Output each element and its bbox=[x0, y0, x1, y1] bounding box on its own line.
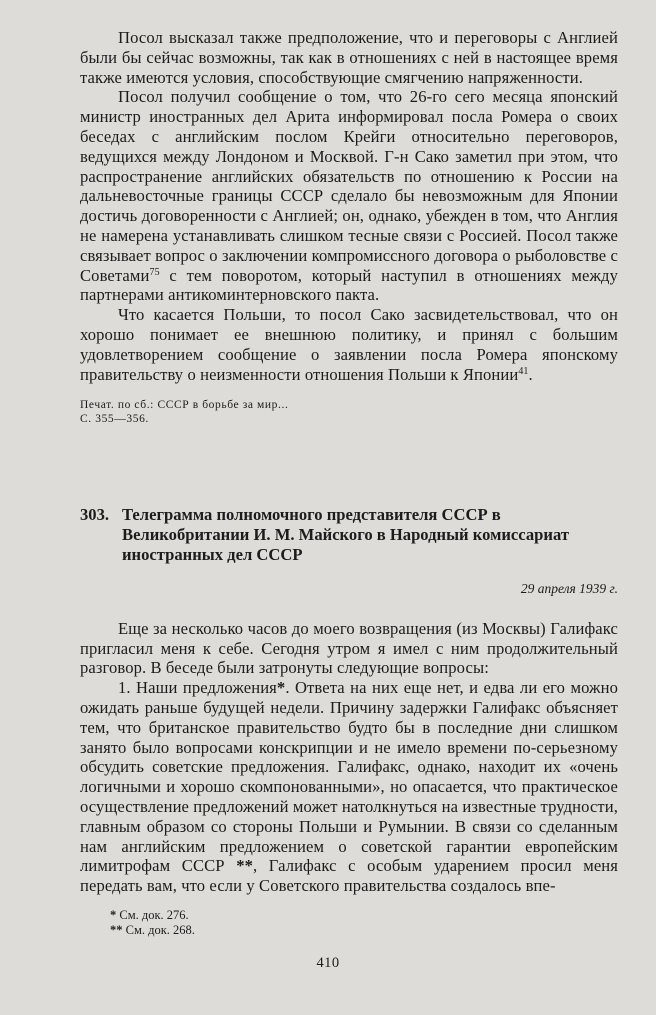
paragraph-text: 1. Наши предложения bbox=[118, 678, 277, 698]
footnote-marker: ** bbox=[236, 856, 253, 876]
paragraph-text: . Ответа на них еще нет, и едва ли его можно ожидать раньше будущей недели. Причину задержки Галифакс объясняет тем, что британское правительство будто бы в последние дни слишком занято было вопросами конскрипции и не имело времени по-серьезному обсудить советские предложения. Галифакс, однако, находит их «очень логичными и хорошо скомпонованными», но опасается, что практическое осуществление предложений может натолкнуться на известные трудности, главным образом со стороны Польши и Румынии. В связи со сделанным нам английским предложением о советской гарантии европейским лимитрофам СССР bbox=[80, 678, 618, 876]
footnote bbox=[110, 923, 618, 938]
paragraph-end: . bbox=[528, 364, 533, 384]
footnote-marker: * bbox=[276, 678, 286, 698]
footnote-mark: * bbox=[110, 907, 117, 922]
document-title: Телеграмма полномочного представителя СССР в Великобритании И. М. Майского в Народный комиссариат иностранных дел СССР bbox=[122, 505, 569, 564]
page-number: 410 bbox=[316, 955, 340, 971]
paragraph-ambassador-england: Посол высказал также предположение, что и переговоры с Англией были бы сейчас возможны, так как в отношениях с ней в настоящее время также имеются условия, способствующие смягчению напряженности. bbox=[80, 28, 618, 87]
paragraph-text: , Галифакс с особым ударением просил меня передать вам, что если у Советского правительства создалось впе- bbox=[80, 856, 618, 896]
document-date: 29 апреля 1939 г. bbox=[520, 580, 618, 596]
note-reference: 41 bbox=[518, 365, 529, 377]
footnote-text: См. док. 268. bbox=[125, 922, 195, 937]
document-heading bbox=[80, 505, 618, 564]
paragraph-text: с тем поворотом, который наступил в отношениях между партнерами антикоминтерновского пакта. bbox=[80, 265, 618, 305]
paragraph-halifax-invite: Еще за несколько часов до моего возвращения (из Москвы) Галифакс пригласил меня к себе. Сегодня утром я имел с ним продолжительный разговор. В беседе были затронуты следующие вопросы: bbox=[80, 618, 618, 678]
footnote-text: См. док. 276. bbox=[119, 907, 189, 922]
document-number: 303. bbox=[80, 505, 110, 525]
footnote-mark: ** bbox=[110, 922, 123, 937]
source-citation bbox=[80, 398, 618, 426]
paragraph-our-proposals bbox=[80, 678, 618, 896]
paragraph-text: Что касается Польши, то посол Сако засвидетельствовал, что он хорошо понимает ее внешнюю политику, и принял с большим удовлетворением сообщение о заявлении посла Ромера японскому правительству о неизменности отношения Польши к Японии bbox=[80, 305, 618, 384]
paragraph-poland bbox=[80, 305, 618, 384]
paragraph-text: Посол получил сообщение о том, что 26-го сего месяца японский министр иностранных дел Арита информировал посла Ромера о своих беседах с английским послом Крейги относительно переговоров, ведущихся между Лондоном и Москвой. Г-н Сако заметил при этом, что распространение английских обязательств по отношению к России на дальневосточные границы СССР сделало бы невозможным для Японии достичь договоренности с Англией; он, однако, убежден в том, что Англия не намерена устанавливать слишком тесные связи с Россией. Посол также связывает вопрос о заключении компромиссного договора о рыболовстве с Советами bbox=[80, 87, 618, 285]
source-line: С. 355—356. bbox=[80, 413, 149, 426]
footnotes bbox=[80, 908, 618, 938]
paragraph-arita-message bbox=[80, 87, 618, 305]
note-reference: 75 bbox=[149, 266, 160, 278]
footnote bbox=[110, 908, 618, 923]
source-line: Печат. по сб.: СССР в борьбе за мир... bbox=[80, 399, 289, 412]
